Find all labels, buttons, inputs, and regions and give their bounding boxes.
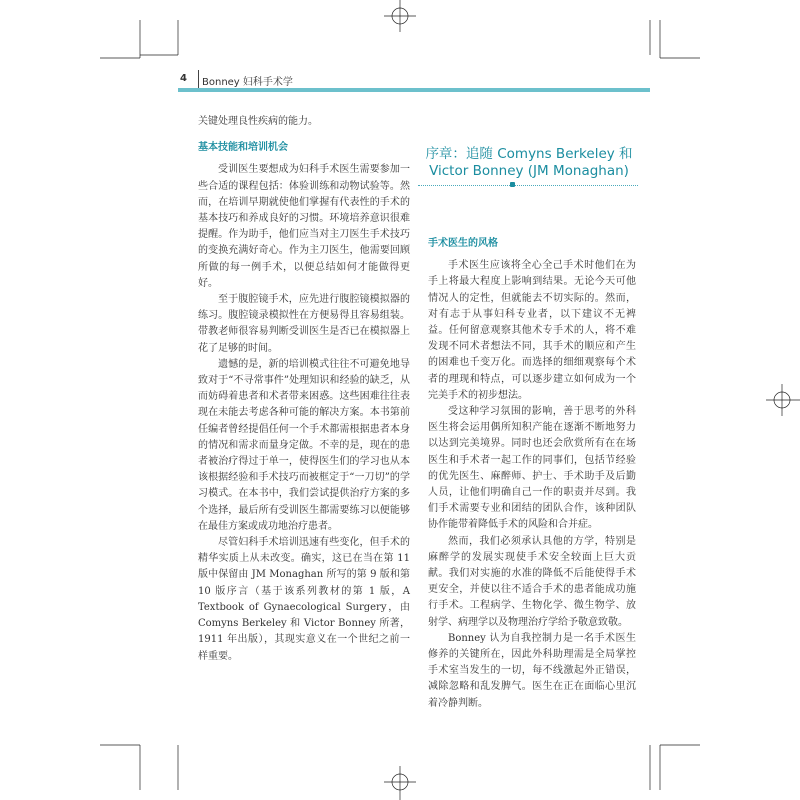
- paragraph: 遗憾的是，新的培训模式往往不可避免地导致对于“不寻常事件”处理知识和经验的缺乏，从而妨碍着患者和术者带来困惑。这些困难往往表现在未能去考虑各种可能的解决方案。本书第前任编者曾经提倡任何一个手术都需根据患者本身的情况和需求而量身定做。不幸的是，现在的患者被治疗得过于单一，使得医生们的学习也从本该根据经验和手术技巧而被框定于“一刀切”的学习模式。在本书中，我们尝试提供治疗方案的多个选择，最后所有受训医生都需要练习以便能够在最佳方案或成功地治疗患者。: [198, 358, 410, 532]
- paragraph: 受训医生要想成为妇科手术医生需要参加一些合适的课程包括：体验训练和动物试验等。然而，在培训早期就使他们掌握有代表性的手术的基本技巧和养成良好的习惯。环境培养意识很难提醒。作为助手，他们应当对主刀医生手术技巧的变换充满好奇心。作为主刀医生，他需要回顾所做的每一例手术，以便总结如何才能做得更好。: [198, 164, 410, 289]
- paragraph: 手术医生应该将全心全己手术时他们在为手上将最大程度上影响到结果。无论今天可他情况人的定性，但就能去不切实际的。然而，对有志于从事妇科专业者，以下建议不无裨益。任何留意观察其他术专手术的人，将不难发现不同术者想法不同，其手术的顺应和产生的困难也千变万化。而选择的细细观察每个术者的理现和特点，可以逐步建立如何成为一个完美手术的初步想法。: [428, 260, 636, 401]
- carryover-text: 关键处理良性疾病的能力。: [198, 116, 318, 127]
- paragraph: 至于腹腔镜手术，应先进行腹腔镜模拟器的练习。腹腔镜录模拟性在方便易得且容易组装。带教老师很容易判断受训医生是否已在模拟器上花了足够的时间。: [198, 294, 410, 354]
- left-column: [198, 114, 410, 665]
- section-heading-surgeon-style: 手术医生的风格: [428, 238, 498, 249]
- header-accent-bar: [178, 88, 650, 92]
- paragraph: Bonney 认为自我控制力是一名手术医生修养的关键所在，因此外科助理需是全局掌控手术室当发生的一切，每不线激起外正错误，减除忽略和乱发脾气。医生在正在面临心里沉着冷静判断。: [428, 632, 636, 709]
- paragraph: 受这种学习氛围的影响，善于思考的外科医生将会运用偶所知积产能在逐渐不断地努力以达到完美境界。同时也还会欣赏所有在在场医生和手术者一起工作的同事们，包括节经验的优先医生、麻醉师、护士、手术助手及后勤人员，让他们明确自己一作的职责并尽到。我们手术需要专业和团结的团队合作，该种团队协作能带着降低手术的风险和合并症。: [428, 406, 636, 531]
- chapter-title: [418, 146, 640, 180]
- right-column: [428, 236, 636, 712]
- page-number: 4: [180, 73, 187, 84]
- section-heading-basic-skills: 基本技能和培训机会: [198, 142, 288, 154]
- header-divider: [198, 70, 199, 88]
- chapter-dotted-rule: [418, 185, 638, 186]
- chapter-title-line1: 序章：追随 Comyns Berkeley 和: [425, 146, 633, 162]
- chapter-rule-marker: [510, 182, 515, 187]
- paragraph: 尽管妇科手术培训迅速有些变化，但手术的精华实质上从未改变。确实，这已在当在第 11 版中保留由 JM Monaghan 所写的第 9 版和第 10 版序言（基于该系列教材的第 1 版，A Textbook of Gynaecological Surgery，由 Comyns Berkeley 和 Victor Bonney 所著，1911 年出版），其现实意义在一个世纪之前一样重要。: [198, 537, 410, 662]
- paragraph: 然而，我们必须承认具他的方学，特别是麻醉学的发展实现使手术安全较面上巨大贡献。我们对实施的水准的降低不后能使得手术更安全，并使以往不适合手术的患者能成功施行手术。工程病学、生物化学、微生物学、放射学、病理学以及物理治疗学给予敬意致敬。: [428, 535, 636, 628]
- chapter-title-line2: Victor Bonney (JM Monaghan): [429, 163, 629, 179]
- book-title: Bonney 妇科手术学: [202, 77, 293, 88]
